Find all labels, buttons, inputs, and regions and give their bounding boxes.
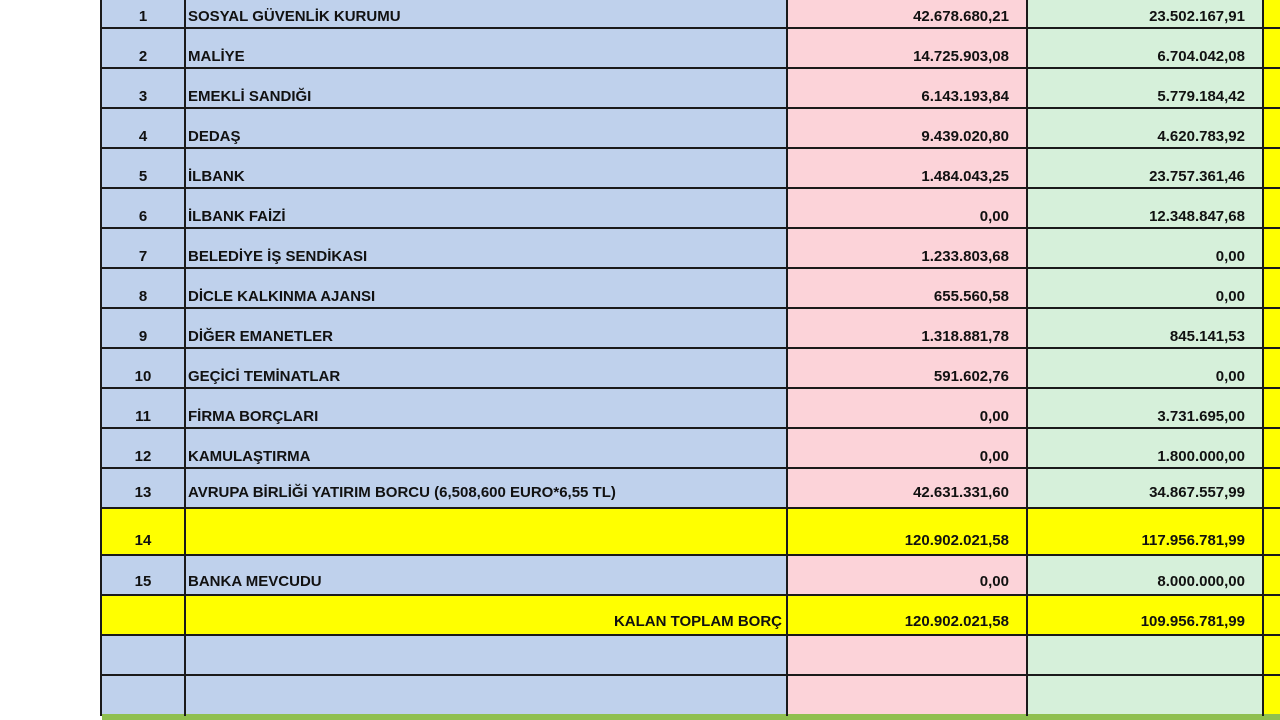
amount-cell-col2[interactable]: 23.757.361,46: [1028, 149, 1262, 189]
empty-cell[interactable]: [102, 676, 184, 716]
amount-cell-col1[interactable]: 591.602,76: [788, 349, 1026, 389]
amount-cell-col2[interactable]: 23.502.167,91: [1028, 0, 1262, 29]
amount-cell-col1[interactable]: 0,00: [788, 389, 1026, 429]
amount-cell-col1[interactable]: 0,00: [788, 556, 1026, 596]
next-column-cell[interactable]: [1264, 429, 1280, 469]
next-column-cell[interactable]: [1264, 556, 1280, 596]
next-column-cell[interactable]: [1264, 189, 1280, 229]
row-number-cell[interactable]: 4: [102, 109, 184, 149]
creditor-name-cell[interactable]: MALİYE: [186, 29, 786, 69]
creditor-name-cell[interactable]: BANKA MEVCUDU: [186, 556, 786, 596]
column-divider: [1026, 0, 1028, 716]
amount-cell-col1[interactable]: 0,00: [788, 189, 1026, 229]
creditor-name-cell[interactable]: DİĞER EMANETLER: [186, 309, 786, 349]
creditor-name-cell[interactable]: [186, 509, 786, 556]
next-row-band: [102, 714, 1280, 720]
amount-cell-col1[interactable]: 1.484.043,25: [788, 149, 1026, 189]
subtotal-amount-col2[interactable]: 117.956.781,99: [1028, 509, 1262, 556]
next-column-cell[interactable]: [1264, 109, 1280, 149]
amount-cell-col2[interactable]: 4.620.783,92: [1028, 109, 1262, 149]
row-number-cell[interactable]: 11: [102, 389, 184, 429]
next-column-cell[interactable]: [1264, 509, 1280, 556]
row-number-cell[interactable]: 10: [102, 349, 184, 389]
creditor-name-cell[interactable]: BELEDİYE İŞ SENDİKASI: [186, 229, 786, 269]
amount-cell-col1[interactable]: 1.318.881,78: [788, 309, 1026, 349]
empty-cell[interactable]: [1264, 676, 1280, 716]
next-column-cell[interactable]: [1264, 349, 1280, 389]
next-column-cell[interactable]: [1264, 309, 1280, 349]
empty-cell[interactable]: [186, 636, 786, 676]
creditor-name-cell[interactable]: FİRMA BORÇLARI: [186, 389, 786, 429]
amount-cell-col2[interactable]: 3.731.695,00: [1028, 389, 1262, 429]
row-number-cell[interactable]: 2: [102, 29, 184, 69]
empty-cell[interactable]: [1028, 636, 1262, 676]
row-number-cell[interactable]: 7: [102, 229, 184, 269]
row-number-cell[interactable]: 8: [102, 269, 184, 309]
remaining-amount-col1[interactable]: 120.902.021,58: [788, 596, 1026, 636]
table-row[interactable]: [102, 389, 1280, 429]
empty-cell[interactable]: [1264, 636, 1280, 676]
amount-cell-col2[interactable]: 0,00: [1028, 349, 1262, 389]
amount-cell-col1[interactable]: 9.439.020,80: [788, 109, 1026, 149]
next-column-cell[interactable]: [1264, 149, 1280, 189]
empty-cell[interactable]: [788, 636, 1026, 676]
creditor-name-cell[interactable]: DEDAŞ: [186, 109, 786, 149]
amount-cell-col1[interactable]: 1.233.803,68: [788, 229, 1026, 269]
amount-cell-col2[interactable]: 5.779.184,42: [1028, 69, 1262, 109]
table-row[interactable]: [102, 189, 1280, 229]
row-number-cell[interactable]: 6: [102, 189, 184, 229]
row-number-cell[interactable]: 12: [102, 429, 184, 469]
table-row[interactable]: [102, 69, 1280, 109]
amount-cell-col1[interactable]: 42.631.331,60: [788, 469, 1026, 509]
amount-cell-col1[interactable]: 6.143.193,84: [788, 69, 1026, 109]
creditor-name-cell[interactable]: İLBANK: [186, 149, 786, 189]
amount-cell-col2[interactable]: 12.348.847,68: [1028, 189, 1262, 229]
row-number-cell[interactable]: 5: [102, 149, 184, 189]
amount-cell-col1[interactable]: 655.560,58: [788, 269, 1026, 309]
subtotal-row[interactable]: [102, 509, 1280, 556]
creditor-name-cell[interactable]: EMEKLİ SANDIĞI: [186, 69, 786, 109]
amount-cell-col2[interactable]: 0,00: [1028, 269, 1262, 309]
row-number-cell[interactable]: 9: [102, 309, 184, 349]
table-row[interactable]: [102, 149, 1280, 189]
next-column-cell[interactable]: [1264, 29, 1280, 69]
empty-row[interactable]: [102, 676, 1280, 716]
table-row[interactable]: [102, 556, 1280, 596]
remaining-amount-col2[interactable]: 109.956.781,99: [1028, 596, 1262, 636]
empty-cell[interactable]: [1028, 676, 1262, 716]
row-number-cell[interactable]: 1: [102, 0, 184, 29]
next-column-cell[interactable]: [1264, 69, 1280, 109]
table-row[interactable]: [102, 429, 1280, 469]
table-row[interactable]: [102, 469, 1280, 509]
amount-cell-col2[interactable]: 34.867.557,99: [1028, 469, 1262, 509]
next-column-cell[interactable]: [1264, 229, 1280, 269]
amount-cell-col1[interactable]: 14.725.903,08: [788, 29, 1026, 69]
amount-cell-col2[interactable]: 8.000.000,00: [1028, 556, 1262, 596]
table-row[interactable]: [102, 109, 1280, 149]
amount-cell-col1[interactable]: 42.678.680,21: [788, 0, 1026, 29]
creditor-name-cell[interactable]: GEÇİCİ TEMİNATLAR: [186, 349, 786, 389]
row-number-cell[interactable]: 13: [102, 469, 184, 509]
row-number-cell[interactable]: 14: [102, 509, 184, 556]
creditor-name-cell[interactable]: AVRUPA BİRLİĞİ YATIRIM BORCU (6,508,600 EURO*6,55 TL): [186, 469, 786, 509]
creditor-name-cell[interactable]: KAMULAŞTIRMA: [186, 429, 786, 469]
amount-cell-col2[interactable]: 6.704.042,08: [1028, 29, 1262, 69]
table-row[interactable]: [102, 229, 1280, 269]
table-row[interactable]: [102, 349, 1280, 389]
empty-row[interactable]: [102, 636, 1280, 676]
empty-cell[interactable]: [102, 636, 184, 676]
table-row[interactable]: [102, 269, 1280, 309]
creditor-name-cell[interactable]: DİCLE KALKINMA AJANSI: [186, 269, 786, 309]
amount-cell-col2[interactable]: 0,00: [1028, 229, 1262, 269]
creditor-name-cell[interactable]: SOSYAL GÜVENLİK KURUMU: [186, 0, 786, 29]
row-number-cell[interactable]: 3: [102, 69, 184, 109]
row-number-cell[interactable]: 15: [102, 556, 184, 596]
row-number-cell[interactable]: [102, 596, 184, 636]
subtotal-amount-col1[interactable]: 120.902.021,58: [788, 509, 1026, 556]
remaining-total-row[interactable]: [102, 596, 1280, 636]
next-column-cell[interactable]: [1264, 389, 1280, 429]
amount-cell-col1[interactable]: 0,00: [788, 429, 1026, 469]
next-column-cell[interactable]: [1264, 469, 1280, 509]
table-row[interactable]: [102, 309, 1280, 349]
next-column-cell[interactable]: [1264, 269, 1280, 309]
creditor-name-cell[interactable]: İLBANK FAİZİ: [186, 189, 786, 229]
table-row[interactable]: [102, 29, 1280, 69]
table-row[interactable]: [102, 0, 1280, 29]
column-divider: [786, 0, 788, 716]
empty-cell[interactable]: [788, 676, 1026, 716]
amount-cell-col2[interactable]: 845.141,53: [1028, 309, 1262, 349]
remaining-total-label[interactable]: KALAN TOPLAM BORÇ: [186, 596, 786, 636]
column-divider: [1262, 0, 1264, 716]
empty-cell[interactable]: [186, 676, 786, 716]
column-divider: [184, 0, 186, 716]
next-column-cell[interactable]: [1264, 0, 1280, 29]
amount-cell-col2[interactable]: 1.800.000,00: [1028, 429, 1262, 469]
next-column-cell[interactable]: [1264, 596, 1280, 636]
